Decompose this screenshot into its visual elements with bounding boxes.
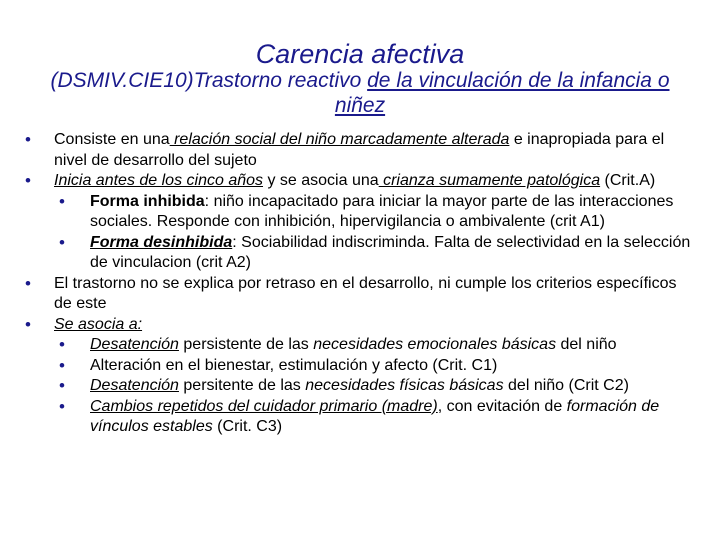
bullet-dot-icon: • [25,130,31,149]
slide-title: Carencia afectiva [255,39,465,69]
sub-bullet-caregiver-changes [22,397,692,438]
text-emphasis: relación social del niño marcadamente alterada [169,131,510,148]
text: (Crit. C3) [212,418,283,435]
bullet-item-definition [22,130,692,171]
bullet-dot-icon: • [25,273,31,293]
text: El trastorno no se explica por retraso en el desarrollo, ni cumple los criterios específicos de este [54,274,677,312]
text-bold: Forma desinhibida [90,233,233,251]
slide-subtitle [30,68,690,118]
text: e inapropiada para el nivel de desarrollo del sujeto [54,131,665,169]
bullet-dot-icon: • [59,376,65,395]
text-italic: necesidades emocionales básicas [313,336,557,353]
bullet-dot-icon: • [59,232,65,252]
bullet-list [22,130,692,438]
bullet-dot-icon: • [59,396,65,416]
sub-bullet-disinhibited [22,233,692,274]
bullet-item-exclusion [22,274,692,315]
text-emphasis: Se asocia a: [54,315,143,333]
text: persitente de las [178,377,306,394]
text: : Sociabilidad indiscriminda. Falta de selectividad en la selección de vinculacion (crit A2) [90,233,691,271]
text: Alteración en el bienestar, estimulación y afecto (Crit. C1) [90,356,498,374]
text: del niño [556,336,617,353]
bullet-item-associated [22,315,692,336]
sub-bullet-physical-neglect [22,376,692,397]
text-emphasis: Desatención [90,377,179,394]
text: persistente de las [178,336,314,353]
text-emphasis: Cambios repetidos del cuidador primario (madre) [90,397,438,415]
text-emphasis: crianza sumamente patológica [378,172,601,189]
text-bold: Forma inhibida [90,192,205,210]
text: , con evitación de [437,397,567,415]
subtitle-part1: (DSMIV.CIE10)Trastorno reactivo [50,69,368,92]
bullet-dot-icon: • [25,314,31,334]
bullet-dot-icon: • [59,355,65,375]
text: Consiste en una [54,131,170,148]
sub-bullet-wellbeing [22,356,692,377]
subtitle-part2: de la vinculación de la infancia o niñez [334,69,670,117]
sub-bullet-inhibited [22,192,692,233]
bullet-dot-icon: • [59,191,65,211]
text-italic: formación de vínculos estables [90,397,660,435]
bullet-dot-icon: • [59,335,65,354]
text: (Crit.A) [600,172,656,189]
text: y se asocia una [263,172,379,189]
text-italic: necesidades físicas básicas [305,377,504,394]
text-emphasis: Desatención [90,336,179,353]
text-emphasis: Inicia antes de los cinco años [54,172,264,189]
bullet-item-onset [22,171,692,192]
sub-bullet-emotional-neglect [22,335,692,356]
text: del niño (Crit C2) [503,377,629,394]
bullet-dot-icon: • [25,171,31,190]
text: : niño incapacitado para iniciar la mayor parte de las interacciones sociales. Responde con inhibición, hipervigilancia o ambivalente (crit A1) [90,192,674,230]
